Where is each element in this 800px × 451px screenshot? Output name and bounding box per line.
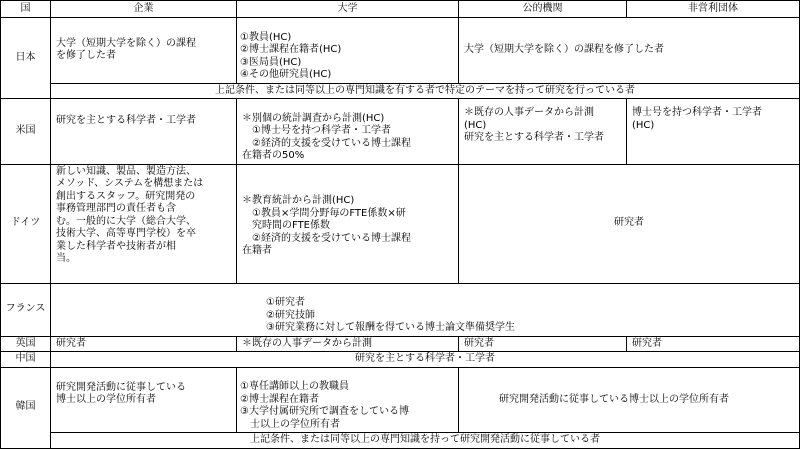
germany-university-line: ②経済的支援を受けている博士課程 — [252, 232, 411, 244]
japan-footer-row — [1, 83, 800, 99]
korea-university-line: ③大学付属研究所で調査をしている博 — [240, 406, 409, 417]
china-all: 研究を主とする科学者・工学者 — [51, 352, 800, 368]
country-korea: 韓国 — [1, 367, 51, 448]
header-country: 国 — [1, 1, 51, 18]
germany-university-line: ①教員×学問分野毎のFTE係数×研 — [252, 207, 406, 219]
germany-public-nonprofit: 研究者 — [459, 164, 800, 283]
usa-nonprofit: 博士号を持つ科学者・工学者 (HC) — [627, 99, 800, 165]
usa-company: 研究を主とする科学者・工学者 — [51, 99, 237, 165]
japan-company: 大学（短期大学を除く）の課程 を修了した者 — [51, 18, 237, 84]
china-row — [1, 352, 800, 368]
france-row — [1, 283, 800, 336]
germany-university-line: 究時間のFTE係数 — [252, 220, 331, 231]
country-france: フランス — [1, 283, 51, 336]
korea-university-line: ①専任講師以上の教職員 — [240, 381, 349, 392]
japan-public-nonprofit: 大学（短期大学を除く）の課程を修了した者 — [459, 18, 800, 84]
uk-nonprofit: 研究者 — [627, 336, 800, 352]
country-germany: ドイツ — [1, 164, 51, 283]
header-public: 公的機関 — [459, 1, 627, 18]
japan-footer: 上記条件、または同等以上の専門知識を有する者で特定のテーマを持って研究を行っている者 — [51, 83, 800, 99]
usa-university-line: 在籍者の50% — [242, 150, 305, 161]
france-item: ①研究者 — [266, 297, 305, 308]
germany-university-line: 在籍者 — [242, 245, 272, 256]
usa-university-line: ①博士号を持つ科学者・工学者 — [252, 125, 391, 136]
germany-row — [1, 164, 800, 283]
japan-university-item: ④その他研究員(HC) — [240, 69, 332, 80]
usa-university-line: ＊別個の統計調査から計測(HC) — [242, 112, 385, 124]
korea-public-nonprofit: 研究開発活動に従事している博士以上の学位所有者 — [459, 367, 800, 433]
header-university: 大学 — [237, 1, 459, 18]
korea-company: 研究開発活動に従事している 博士以上の学位所有者 — [51, 367, 237, 433]
japan-row — [1, 18, 800, 84]
germany-university — [237, 164, 459, 283]
uk-company: 研究者 — [51, 336, 237, 352]
korea-university-line: ②博士課程在籍者 — [240, 393, 319, 405]
header-row — [1, 1, 800, 18]
france-item: ③研究業務に対して報酬を得ている博士論文準備奨学生 — [266, 322, 515, 333]
korea-footer-row — [1, 433, 800, 449]
france-all — [51, 283, 800, 336]
header-company: 企業 — [51, 1, 237, 18]
germany-company: 新しい知識、製品、製造方法、 メソッド、システムを構想または 創出するスタッフ。研究開発の 事務管理部門の責任者も含 む。一般的に大学（総合大学、 技術大学、高等専門学校）を卒 業した科学者や技術者が相 当。 — [51, 164, 237, 283]
uk-university: ＊既存の人事データから計測 — [237, 336, 459, 352]
usa-row — [1, 99, 800, 165]
usa-university — [237, 99, 459, 165]
germany-university-line: ＊教育統計から計測(HC) — [242, 195, 355, 206]
korea-footer: 上記条件、または同等以上の専門知識を持って研究開発活動に従事している者 — [51, 433, 800, 449]
usa-public: ＊既存の人事データから計測 (HC) 研究を主とする科学者・工学者 — [459, 99, 627, 165]
japan-university-item: ②博士課程在籍者(HC) — [240, 44, 342, 55]
france-item: ②研究技師 — [266, 309, 315, 321]
japan-university-item: ③医局員(HC) — [240, 56, 302, 68]
korea-row — [1, 367, 800, 433]
country-china: 中国 — [1, 352, 51, 368]
japan-university — [237, 18, 459, 84]
header-nonprofit: 非営利団体 — [627, 1, 800, 18]
korea-university — [237, 367, 459, 433]
uk-public: 研究者 — [459, 336, 627, 352]
japan-university-item: ①教員(HC) — [240, 31, 292, 43]
uk-row — [1, 336, 800, 352]
usa-university-line: ②経済的支援を受けている博士課程 — [252, 137, 411, 149]
country-japan: 日本 — [1, 18, 51, 99]
country-uk: 英国 — [1, 336, 51, 352]
country-usa: 米国 — [1, 99, 51, 165]
korea-university-line: 士以上の学位所有者 — [250, 418, 340, 430]
